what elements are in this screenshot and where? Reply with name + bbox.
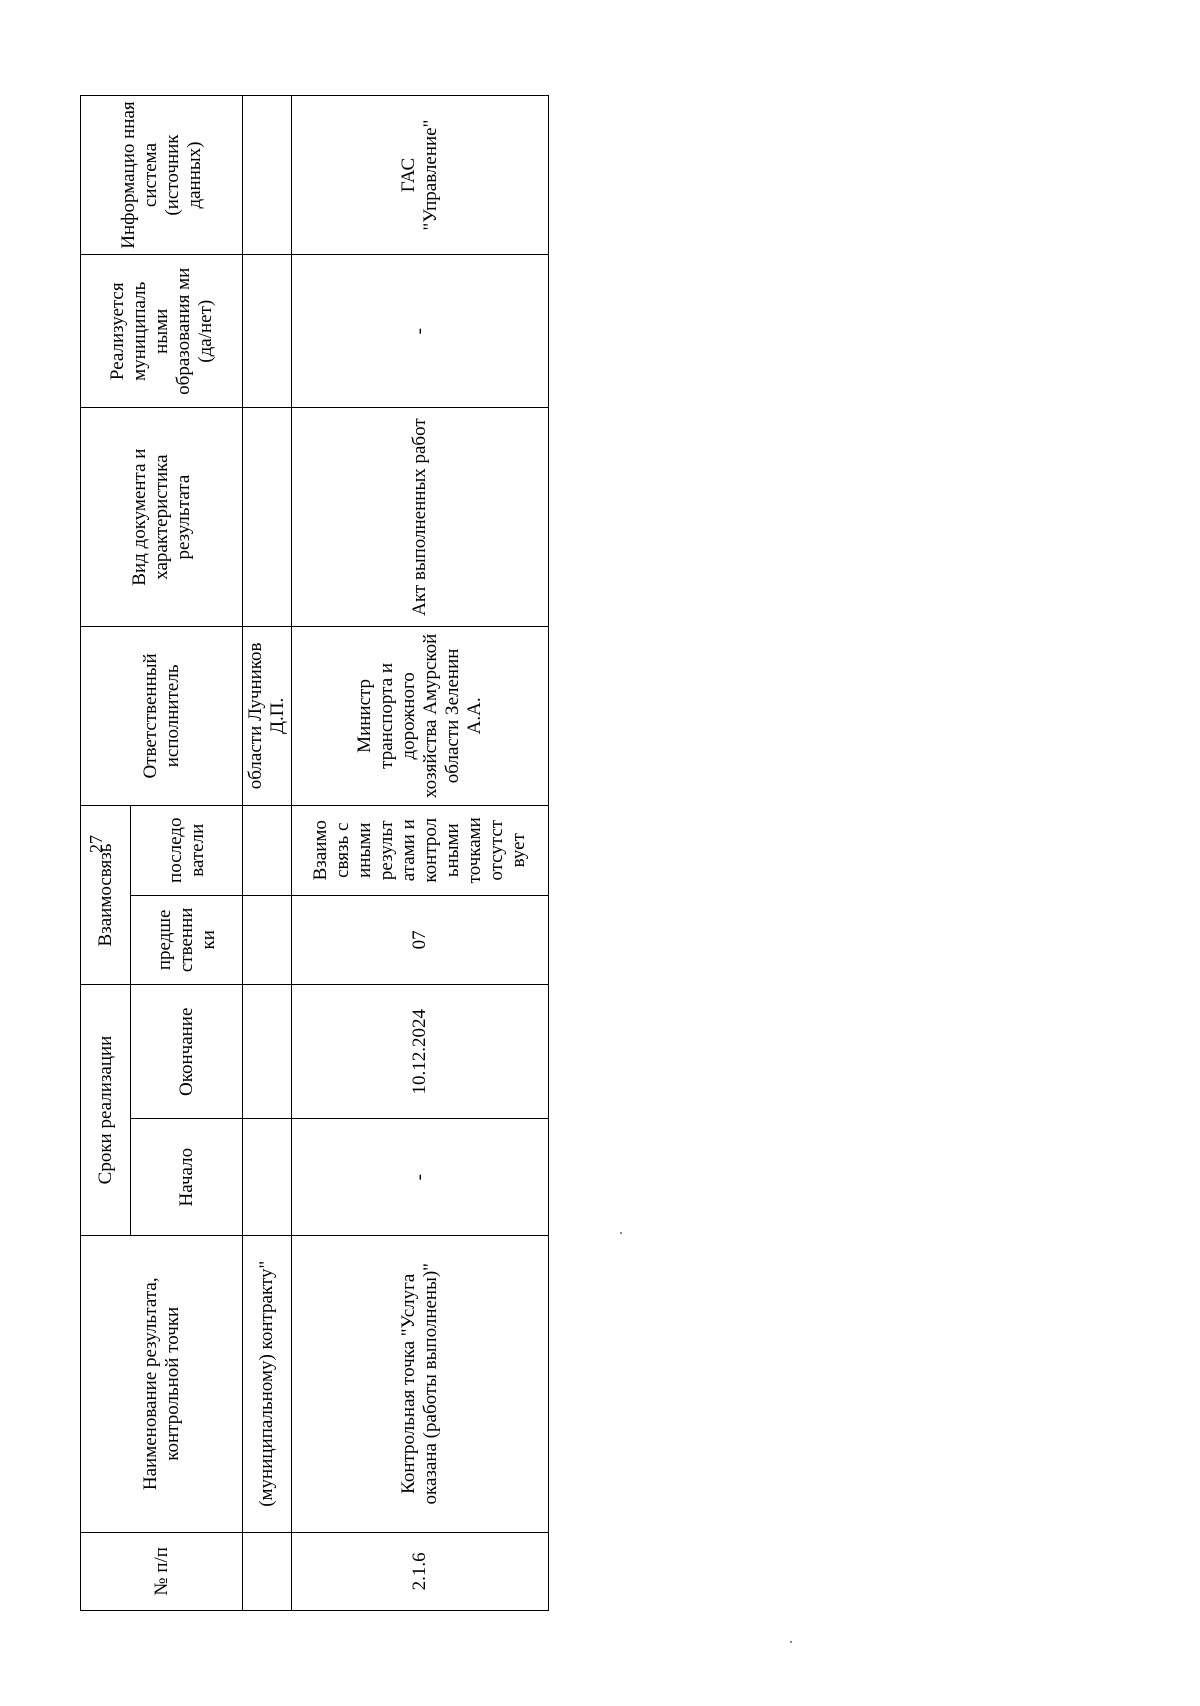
row-name: Контрольная точка "Услуга оказана (работы выполнены)" xyxy=(292,1235,549,1532)
page-number: 27 xyxy=(86,835,106,853)
implementation-plan-table xyxy=(80,95,549,1611)
row-start: - xyxy=(292,1119,549,1235)
row-municipal: - xyxy=(292,255,549,408)
scan-speck xyxy=(620,1232,622,1234)
row-system: ГАС "Управление" xyxy=(292,96,549,255)
row-succ: Взаимо связь с иными результ атами и контрол ьными точками отсутст вует xyxy=(292,805,549,895)
row-num: 2.1.6 xyxy=(292,1532,549,1610)
header-link: Взаимосвязь xyxy=(81,805,131,984)
continuation-row xyxy=(243,96,292,1611)
cont-system xyxy=(243,96,292,255)
row-end: 10.12.2024 xyxy=(292,985,549,1119)
row-pred: 07 xyxy=(292,895,549,985)
header-end: Окончание xyxy=(131,985,243,1119)
scan-speck xyxy=(790,1641,792,1643)
cont-municipal xyxy=(243,255,292,408)
header-timing: Сроки реализации xyxy=(81,985,131,1236)
cont-name: (муниципальному) контракту" xyxy=(243,1235,292,1532)
header-row xyxy=(81,96,131,1611)
rotated-table-container xyxy=(80,95,545,1611)
cont-succ xyxy=(243,805,292,895)
cont-pred xyxy=(243,895,292,985)
header-start: Начало xyxy=(131,1119,243,1235)
cont-doc xyxy=(243,408,292,626)
header-doc: Вид документа и характеристика результата xyxy=(81,408,243,626)
table-row xyxy=(292,96,549,1611)
row-executor: Министр транспорта и дорожного хозяйства Амурской области Зеленин А.А. xyxy=(292,626,549,805)
header-municipal: Реализуется муниципаль ными образования ми (да/нет) xyxy=(81,255,243,408)
cont-executor: области Лучников Д.П. xyxy=(243,626,292,805)
header-succ: последо ватели xyxy=(131,805,243,895)
header-name: Наименование результата, контрольной точки xyxy=(81,1235,243,1532)
header-num: № п/п xyxy=(81,1532,243,1610)
header-pred: предше ственни ки xyxy=(131,895,243,985)
cont-start xyxy=(243,1119,292,1235)
header-system: Информацио нная система (источник данных) xyxy=(81,96,243,255)
cont-end xyxy=(243,985,292,1119)
cont-num xyxy=(243,1532,292,1610)
row-doc: Акт выполненных работ xyxy=(292,408,549,626)
header-executor: Ответственный исполнитель xyxy=(81,626,243,805)
